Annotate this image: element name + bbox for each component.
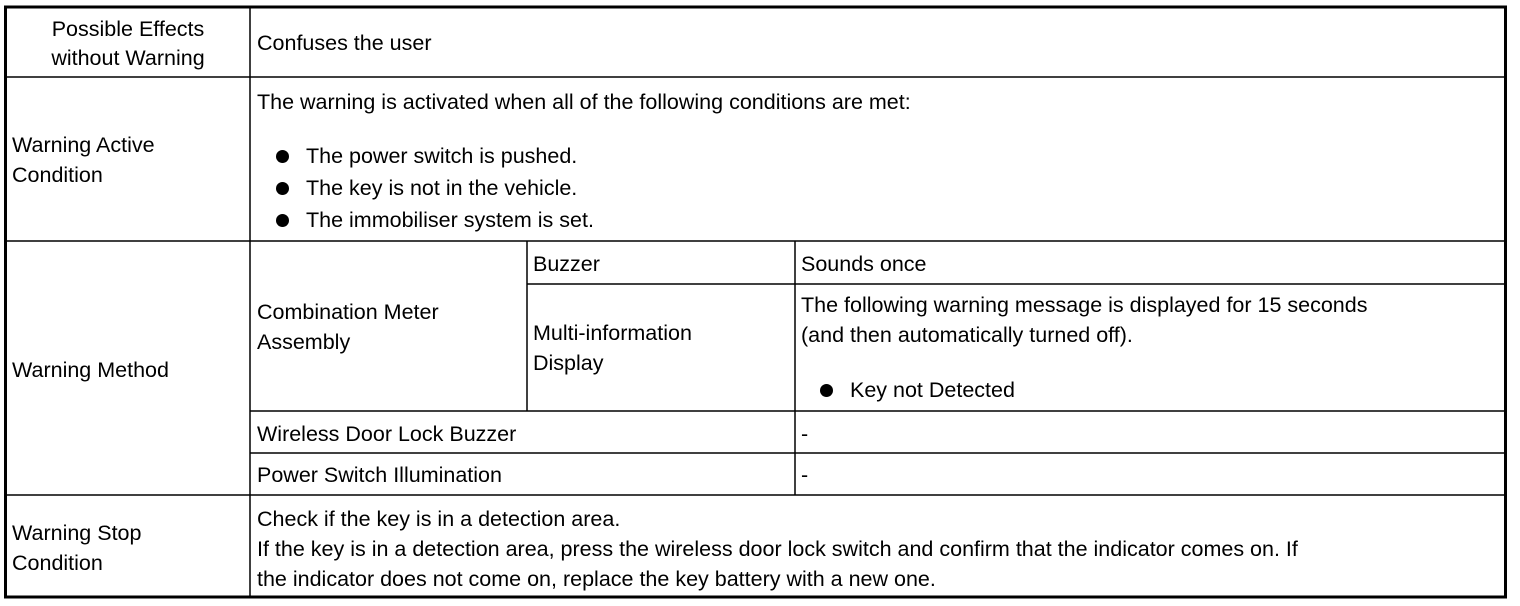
condition-item: The immobiliser system is set. — [306, 208, 594, 232]
meter-label-line2: Assembly — [257, 330, 351, 354]
bullet-dot — [276, 150, 289, 163]
illum-label: Power Switch Illumination — [257, 463, 502, 487]
mid-bullet: Key not Detected — [850, 378, 1015, 402]
mid-label-line2: Display — [533, 351, 604, 375]
active-intro: The warning is activated when all of the following conditions are met: — [257, 90, 911, 114]
method-label: Warning Method — [12, 358, 169, 382]
bullet-dot — [820, 384, 833, 397]
mid-text-line1: The following warning message is displayed for 15 seconds — [801, 293, 1368, 317]
condition-item: The power switch is pushed. — [306, 144, 578, 168]
buzzer-value: Sounds once — [801, 252, 927, 276]
bullet-dot — [276, 214, 289, 227]
effects-value: Confuses the user — [257, 31, 432, 55]
bullet-dot — [276, 182, 289, 195]
buzzer-label: Buzzer — [533, 252, 600, 276]
mid-label-line1: Multi-information — [533, 321, 692, 345]
stop-line2: If the key is in a detection area, press the wireless door lock switch and confirm that the indicator comes on. If — [257, 537, 1298, 561]
stop-label-line1: Warning Stop — [12, 521, 142, 545]
stop-line1: Check if the key is in a detection area. — [257, 507, 621, 531]
effects-label-line2: without Warning — [51, 46, 205, 70]
meter-label-line1: Combination Meter — [257, 300, 439, 324]
active-label-line2: Condition — [12, 163, 103, 187]
wireless-label: Wireless Door Lock Buzzer — [257, 422, 517, 446]
stop-label-line2: Condition — [12, 551, 103, 575]
active-label-line1: Warning Active — [12, 133, 155, 157]
mid-text-line2: (and then automatically turned off). — [801, 323, 1133, 347]
illum-value: - — [801, 463, 809, 487]
stop-line3: the indicator does not come on, replace the key battery with a new one. — [257, 567, 936, 591]
effects-label-line1: Possible Effects — [51, 17, 205, 41]
condition-item: The key is not in the vehicle. — [306, 176, 578, 200]
wireless-value: - — [801, 422, 809, 446]
